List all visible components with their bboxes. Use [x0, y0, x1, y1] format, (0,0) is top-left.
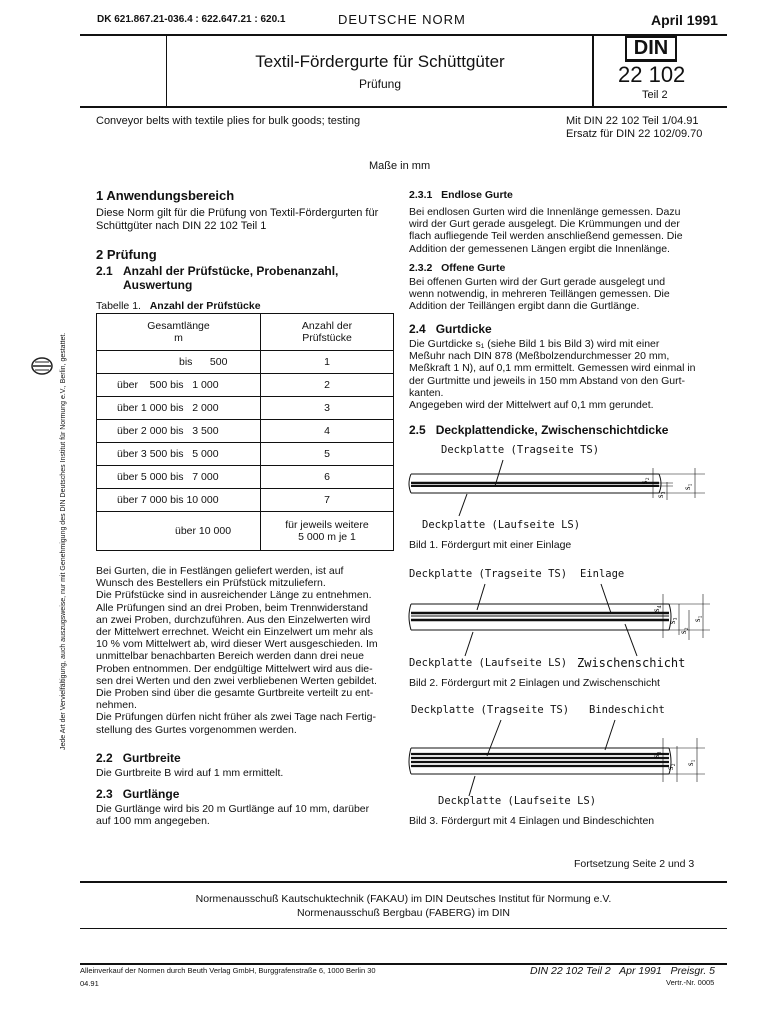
fig3-dim-s2: s₂ — [665, 763, 675, 770]
table-row: über 1 000 bis 2 000 3 — [97, 397, 394, 420]
committee-line-2: Normenausschuß Bergbau (FABERG) im DIN — [297, 907, 510, 919]
section-2-3-1-heading: 2.3.1 Endlose Gurte — [409, 189, 513, 201]
english-title: Conveyor belts with textile plies for bulk goods; testing — [96, 115, 361, 127]
table-row: über 5 000 bis 7 000 6 — [97, 466, 394, 489]
fig3-caption: Bild 3. Fördergurt mit 4 Einlagen und Bindeschichten — [409, 815, 655, 827]
table-header-count: Anzahl der Prüfstücke — [261, 314, 394, 351]
fig2-caption: Bild 2. Fördergurt mit 2 Einlagen und Zwischenschicht — [409, 677, 660, 689]
fig1-bottom-label: Deckplatte (Laufseite LS) — [422, 519, 581, 531]
section-2-1-number: 2.1 — [96, 264, 113, 278]
table-row: über 3 500 bis 5 000 5 — [97, 443, 394, 466]
units-note: Maße in mm — [369, 160, 431, 172]
fig2-dim-s1: s₁ — [692, 615, 702, 622]
title-box-divider-left — [166, 34, 167, 106]
fig3-bind-label: Bindeschicht — [589, 704, 665, 716]
section-2-1-text: Bei Gurten, die in Festlängen geliefert werden, ist auf Wunsch des Bestellers ein Prüfstück mitzuliefern. Die Prüfstücke sind in ausreichender Länge zu entnehmen. Alle Prüfungen sind an drei Proben, beim Trennwiderstand an zwei Proben, durchzuführen. Aus den Einzelwerten wird der Mittelwert errechnet. Weicht ein Einzelwert um mehr als 10 % vom Mittelwert ab, wird dieser Wert ausgeschieden. Im unmittelbar benachbarten Bereich werden dann drei neue Proben entnommen. Der endgültige Mittelwert wird aus die- sen drei Werten und den zwei verbliebenen Werten gebildet. Die Proben sind über die gesamte Gurtbreite verteilt zu ent- nehmen. Die Prüfungen dürfen nicht früher als zwei Tage nach Fertig- stellung des Gurtes vorgenommen werden. — [96, 565, 378, 736]
section-2-3-2-heading: 2.3.2 Offene Gurte — [409, 262, 506, 274]
fig2-dim-s2: s₂ — [678, 627, 688, 634]
vertr-number: Vertr.-Nr. 0005 — [666, 978, 715, 987]
section-1-text: Diese Norm gilt für die Prüfung von Textil-Fördergurten für Schüttgüter nach DIN 22 102 Teil 1 — [96, 207, 379, 232]
figure-2-drawing — [405, 580, 715, 660]
section-2-2-heading: 2.2 Gurtbreite — [96, 751, 181, 765]
fig3-dim-s3: s₃ — [651, 751, 661, 758]
figure-3-drawing — [405, 716, 715, 798]
fig3-bottom-label: Deckplatte (Laufseite LS) — [438, 795, 597, 807]
din-seal-mark — [30, 355, 54, 377]
din-logo: DIN — [625, 36, 677, 62]
document-title: Textil-Fördergurte für Schüttgüter — [255, 52, 505, 71]
section-2-3-heading: 2.3 Gurtlänge — [96, 787, 180, 801]
table-1-caption: Tabelle 1. Anzahl der Prüfstücke — [96, 300, 261, 312]
date-code: 04.91 — [80, 979, 99, 988]
fig1-dim-s3: s₃ — [655, 491, 665, 498]
dk-number: DK 621.867.21-036.4 : 622.647.21 : 620.1 — [97, 14, 286, 25]
title-box-divider-right — [592, 34, 594, 106]
footer-box — [80, 928, 727, 965]
section-2-3-2-text: Bei offenen Gurten wird der Gurt gerade ausgelegt und wenn notwendig, in mehreren Teillängen gemessen. Die Addition der Teillängen ergibt dann die Gurtlänge. — [409, 276, 670, 313]
table-row: bis 500 1 — [97, 351, 394, 374]
fig2-layer-label: Zwischenschicht — [577, 656, 686, 670]
teil-label: Teil 2 — [642, 89, 668, 101]
fig2-dim-s4: s₄ — [651, 605, 661, 612]
table-header-length: Gesamtlänge m — [97, 314, 261, 351]
doc-reference: DIN 22 102 Teil 2 Apr 1991 Preisgr. 5 — [530, 965, 716, 977]
relation-line-1: Mit DIN 22 102 Teil 1/04.91 — [566, 115, 699, 127]
copyright-side-note: Jede Art der Vervielfältigung, auch auszugsweise, nur mit Genehmigung des DIN Deutsches Institut für Normung e.V., Berlin, gestattet. — [60, 332, 67, 750]
document-subtitle: Prüfung — [358, 77, 402, 91]
sales-note: Alleinverkauf der Normen durch Beuth Verlag GmbH, Burggrafenstraße 6, 1000 Berlin 30 — [80, 966, 376, 975]
section-2-3-text: Die Gurtlänge wird bis 20 m Gurtlänge auf 10 mm, darüber auf 100 mm angegeben. — [96, 803, 370, 828]
table-row: über 500 bis 1 000 2 — [97, 374, 394, 397]
fig2-ply-label: Einlage — [580, 568, 625, 580]
table-row: über 7 000 bis 10 000 7 — [97, 489, 394, 512]
fig2-dim-s3: s₃ — [667, 617, 677, 624]
fig3-top-label: Deckplatte (Tragseite TS) — [411, 704, 570, 716]
section-1-heading: 1 Anwendungsbereich — [96, 188, 235, 203]
fig1-dim-s1: s₁ — [682, 483, 692, 490]
relation-line-2: Ersatz für DIN 22 102/09.70 — [566, 128, 703, 140]
fig2-bottom-label: Deckplatte (Laufseite LS) — [409, 657, 568, 669]
section-2-4-text: Die Gurtdicke s₁ (siehe Bild 1 bis Bild 3) wird mit einer Meßuhr nach DIN 878 (Meßbolzendurchmesser 20 mm, Meßkraft 1 N), auf 0,1 mm ermittelt. Gemessen wird einmal in der Gurtmitte und jeweils in 150 mm Abstand von den Gurt- kanten. Angegeben wird der Mittelwert auf 0,1 mm gerundet. — [409, 338, 696, 412]
section-2-3-1-text: Bei endlosen Gurten wird die Innenlänge gemessen. Dazu wird der Gurt gerade ausgelegt. Die Krümmungen und der flach aufliegende Teil werden anschließend gemessen. Die Addition der gemessenen Längen ergibt die Innenlänge. — [409, 206, 683, 255]
section-2-2-text: Die Gurtbreite B wird auf 1 mm ermittelt. — [96, 767, 284, 779]
committee-line-1: Normenausschuß Kautschuktechnik (FAKAU) im DIN Deutsches Institut für Normung e.V. — [195, 893, 612, 905]
norm-type: DEUTSCHE NORM — [338, 12, 466, 27]
fig1-caption: Bild 1. Fördergurt mit einer Einlage — [409, 539, 572, 551]
figure-1-drawing — [405, 456, 715, 520]
divider — [80, 881, 727, 883]
table-1 — [96, 313, 394, 551]
fig1-top-label: Deckplatte (Tragseite TS) — [441, 444, 600, 456]
table-row: über 2 000 bis 3 500 4 — [97, 420, 394, 443]
section-2-5-heading: 2.5 Deckplattendicke, Zwischenschichtdicke — [409, 423, 669, 437]
fig2-top-label: Deckplatte (Tragseite TS) — [409, 568, 568, 580]
section-2-heading: 2 Prüfung — [96, 247, 157, 262]
din-number: 22 102 — [618, 62, 686, 87]
fig1-dim-s2: s₂ — [639, 477, 649, 484]
section-2-4-heading: 2.4 Gurtdicke — [409, 322, 492, 336]
continuation-note: Fortsetzung Seite 2 und 3 — [574, 858, 695, 870]
section-2-1-heading: Anzahl der Prüfstücke, Probenanzahl, Auswertung — [123, 264, 339, 292]
fig3-dim-s1: s₁ — [685, 759, 695, 766]
issue-date: April 1991 — [651, 12, 718, 28]
table-row: über 10 000 für jeweils weitere 5 000 m je 1 — [97, 512, 394, 551]
